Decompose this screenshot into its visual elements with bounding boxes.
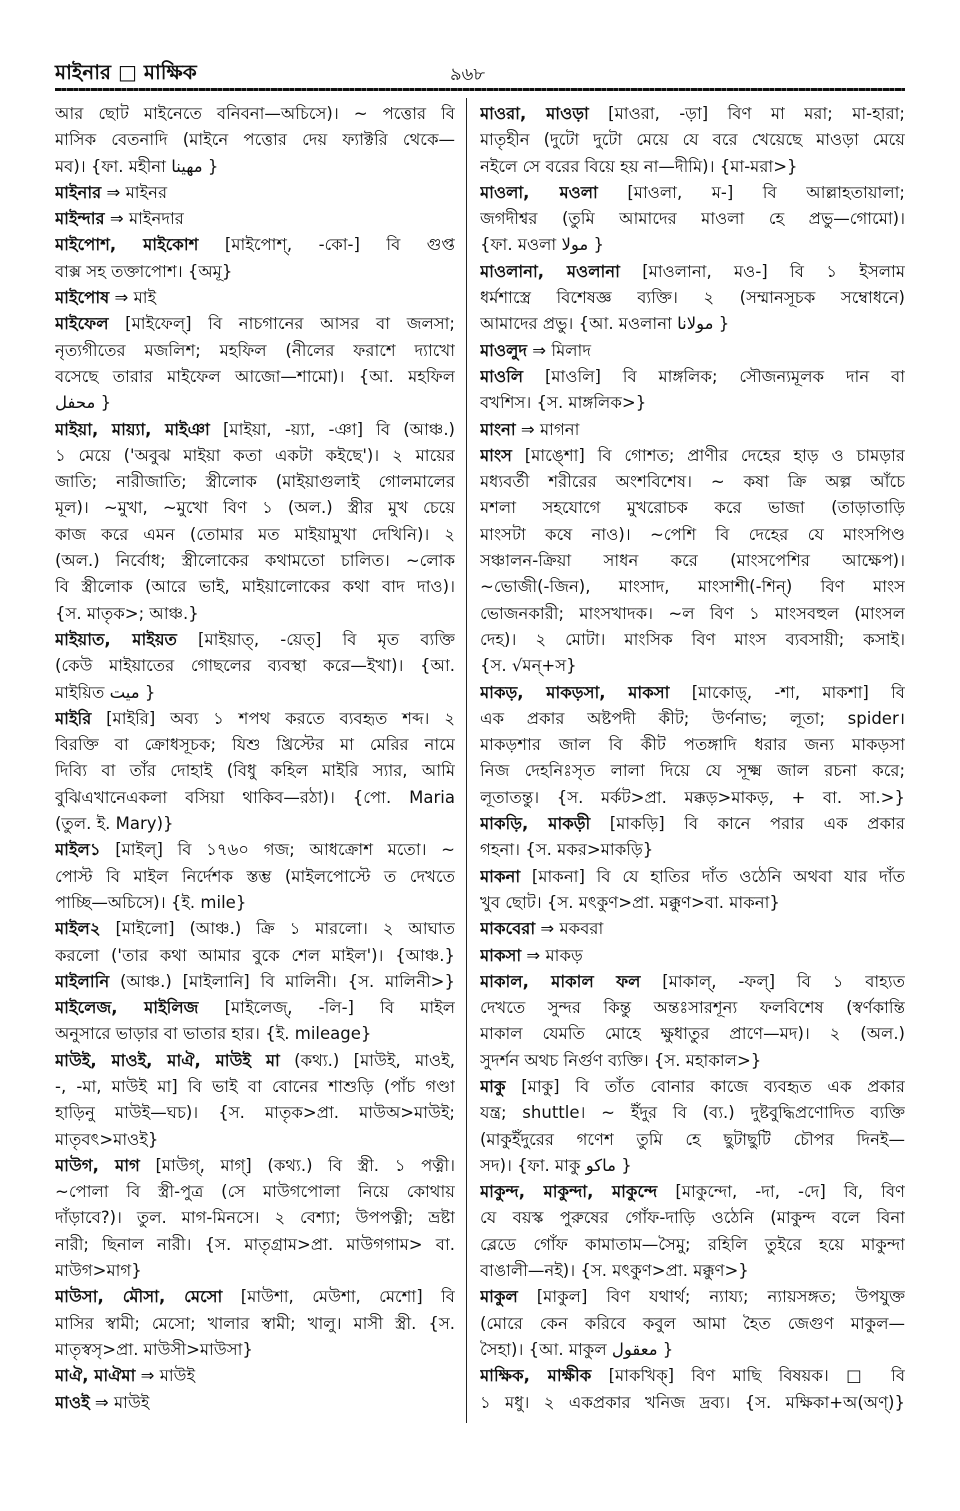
definition-text: ধর্মশাস্ত্রে বিশেষজ্ঞ ব্যক্তি। ২ (সম্মানসূচক সম্বোধনে) (480, 288, 905, 308)
headword: মাওলুদ (480, 340, 528, 360)
definition-text: (মাকুইঁদুরের গণেশ তুমি হে ছুটাছুটি চৌপর দিনই— (480, 1129, 905, 1149)
dictionary-line (55, 1127, 455, 1153)
definition-text: যন্ত্র; shuttle। ~ ইঁদুর বি (ব্য.) দুষ্টবুদ্ধিপ্রণোদিত ব্যক্তি (480, 1103, 905, 1123)
definition-text: ~ভোজী(-জিন), মাংসাদ, মাংসাশী(-শিন্) বিণ মাংস (480, 577, 905, 597)
dictionary-line (480, 890, 905, 916)
definition-text: [মাইলেজ্, -লি-] বি মাইল (198, 998, 455, 1018)
definition-text: ব্লেডে গোঁফ কামাতাম—সৈমু; রহিলি তুইরে হয়ে মাকুন্দা (480, 1234, 905, 1254)
dictionary-line (480, 1363, 905, 1389)
headword: মাইপোশ, মাইকোশ (55, 235, 199, 255)
definition-text: [মাকখিক্] বিণ মাছি বিষয়ক। □ বি (591, 1366, 905, 1386)
definition-text: [মাইলো] (আঞ্চ.) ক্রি ১ মারলো। ২ আঘাত (100, 919, 455, 939)
definition-text: মাসির স্বামী; মেসো; খালার স্বামী; খালু। মাসী স্ত্রী. {স. (55, 1313, 455, 1333)
headword: মাউসা, মৌসা, মেসো (55, 1287, 223, 1307)
dictionary-line (480, 364, 905, 390)
headword: মাওই (55, 1392, 90, 1412)
dictionary-line (55, 206, 455, 232)
definition-text: {স. মাতৃক>; আঞ্চ.} (55, 603, 199, 623)
headword: মাকু (480, 1076, 506, 1096)
headword: মাক্ষিক, মাক্ষীক (480, 1366, 592, 1386)
headword: মাংনা (480, 419, 516, 439)
definition-text: বখশিস। {স. মাঙ্গলিক>} (480, 393, 647, 413)
dictionary-line (480, 495, 905, 521)
left-column (55, 101, 455, 1416)
definition-text: (কেউ মাইয়াতের গোছলের ব্যবস্থা করে—ইখা)। {আ. (55, 656, 455, 676)
dictionary-line (480, 259, 905, 285)
dictionary-line (55, 443, 455, 469)
definition-text: মাংসটা কষে নাও)। ~পেশি বি দেহের যে মাংসপিণ্ড (480, 524, 905, 544)
definition-text: (কথ্য.) [মাউই, মাওই, (279, 1050, 455, 1070)
headword: মাউই, মাওই, মাঐ, মাউই মা (55, 1050, 280, 1070)
definition-text: নইলে সে বরের বিয়ে হয় না—দীমি)। {মা-মরা>} (480, 156, 798, 176)
dictionary-line (55, 364, 455, 390)
dictionary-line (55, 1074, 455, 1100)
definition-text: আর ছোট মাইনেতে বনিবনা—অচিসে)। ~ পত্তোর বি (55, 104, 455, 123)
dictionary-line (480, 811, 905, 837)
dictionary-line (55, 706, 455, 732)
definition-text: পাচ্ছি—অচিসে)। {ই. mile} (55, 892, 247, 912)
definition-text: [মাকুল] বিণ যথার্থ; ন্যায্য; ন্যায়সঙ্গত; উপযুক্ত (517, 1287, 905, 1307)
definition-text: ১ মেয়ে ('অবুঝ মাইয়া কতা একটা কইছে')। ২ মায়ের (55, 445, 455, 465)
headword: মাইল১ (55, 840, 101, 860)
headword: মাকসা (480, 945, 522, 965)
definition-text: (আঞ্চ.) [মাইলানি] বি মালিনী। {স. মালিনী>} (109, 971, 455, 991)
headword: মাওলি (480, 366, 524, 386)
dictionary-line (55, 232, 455, 258)
definition-text: মাউগ>মাগ} (55, 1261, 142, 1281)
dictionary-line (55, 1205, 455, 1231)
dictionary-line (480, 1311, 905, 1337)
headword: মাইয়া, মায়্যা, মাইঞা (55, 419, 210, 439)
dictionary-line (55, 127, 455, 153)
definition-text: বাঙালী—নই)। {স. মৎকুণ>প্রা. মক্কুণ>} (480, 1261, 749, 1281)
definition-text: অনুসারে ভাড়ার বা ভাতার হার। {ই. mileage} (55, 1024, 372, 1044)
definition-text: [মাওলি] বি মাঙ্গলিক; সৌজন্যমূলক দান বা (523, 366, 905, 386)
dictionary-line (55, 995, 455, 1021)
dictionary-line (55, 259, 455, 285)
definition-text: -, -মা, মাউই মা] বি ভাই বা বোনের শাশুড়ি (পাঁচ গণ্ডা (55, 1076, 455, 1096)
dictionary-line (480, 758, 905, 784)
definition-text: গহনা। {স. মকর>মাকড়ি} (480, 840, 654, 860)
definition-text: [মাঙ্শো] বি গোশত; প্রাণীর দেহের হাড় ও চামড়ার (511, 445, 905, 465)
dictionary-line (480, 943, 905, 969)
dictionary-line (55, 154, 455, 180)
dictionary-line (55, 1390, 455, 1416)
definition-text: ১ মধু। ২ একপ্রকার খনিজ দ্রব্য। {স. মক্ষিকা+অ(অণ্)} (480, 1392, 905, 1412)
dictionary-line (55, 653, 455, 679)
definition-text: জগদীশ্বর (তুমি আমাদের মাওলা হে প্রভু—গোমো)। (480, 209, 905, 229)
dictionary-line (55, 811, 455, 837)
definition-text: সঞ্চালন-ক্রিয়া সাধন করে (মাংসপেশির আক্ষেপ)। (480, 551, 905, 571)
dictionary-line (55, 943, 455, 969)
dictionary-line (55, 1153, 455, 1179)
definition-text: [মাওলানা, মও-] বি ১ ইসলাম (619, 261, 905, 281)
page-number: ৯৬৮ (450, 64, 486, 85)
definition-text: নিজ দেহনিঃসৃত লালা দিয়ে যে সূক্ষ্ম জাল রচনা করে; (480, 761, 905, 781)
headword: মাইপোষ (55, 288, 110, 308)
definition-text: হাড়িনু মাউই—ঘচ)। {স. মাতৃক>প্রা. মাউঅ>মাউই; (55, 1103, 455, 1123)
headword: মাইফেল (55, 314, 109, 334)
dictionary-line (480, 1390, 905, 1416)
definition-text: মধ্যবর্তী শরীরের অংশবিশেষ। ~ কষা ক্রি অল্প আঁচে (480, 472, 905, 492)
definition-text: ⇒ মাউই (135, 1366, 196, 1386)
dictionary-line (55, 680, 455, 706)
dictionary-line (55, 1021, 455, 1047)
definition-text: [মাকু] বি তাঁত বোনার কাজে ব্যবহৃত এক প্রকার (505, 1076, 905, 1096)
headword: মাইন্দার (55, 209, 105, 229)
definition-text: যে বয়স্ক পুরুষের গোঁফ-দাড়ি ওঠেনি (মাকুন্দ বলে বিনা (480, 1208, 905, 1228)
definition-text: করলো ('তার কথা আমার বুকে শেল মাইল')। {আঞ্চ.} (55, 945, 455, 965)
dictionary-line (55, 180, 455, 206)
definition-text: মাইয়িত ميت } (55, 682, 156, 702)
definition-text: محفل } (55, 393, 112, 413)
dictionary-line (480, 1127, 905, 1153)
headword: মাইল২ (55, 919, 101, 939)
definition-text: [মাকুন্দো, -দা, -দে] বি, বিণ (657, 1182, 905, 1202)
dictionary-line (55, 338, 455, 364)
definition-text: [মাকাল্, -ফল্] বি ১ বাহ্যত (640, 971, 905, 991)
definition-text: [মাকোড়্, -শা, মাকশা] বি (669, 682, 905, 702)
definition-text: [মাউশা, মেউশা, মেশো] বি (222, 1287, 455, 1307)
dictionary-line (55, 758, 455, 784)
definition-text: মশলা সহযোগে মুখরোচক করে ভাজা (তাড়াতাড়ি (480, 498, 905, 518)
dictionary-line (55, 785, 455, 811)
definition-text: বসেছে তারার মাইফেল আজো—শামো)। {আ. মহফিল (55, 366, 455, 386)
dictionary-line (480, 522, 905, 548)
dictionary-line (480, 1284, 905, 1310)
dictionary-line (55, 969, 455, 995)
dictionary-line (480, 1205, 905, 1231)
headword: মাকুল (480, 1287, 518, 1307)
definition-text: দেহ)। ২ মোটা। মাংসিক বিণ মাংস ব্যবসায়ী; কসাই। (480, 629, 905, 649)
dictionary-line (55, 732, 455, 758)
definition-text: দেখতে সুন্দর কিন্তু অন্তঃসারশূন্য ফলবিশেষ (স্বর্ণকান্তি (480, 998, 905, 1018)
dictionary-line (480, 1179, 905, 1205)
dictionary-line (55, 1284, 455, 1310)
headword: মাইলেজ, মাইলিজ (55, 998, 199, 1018)
definition-text: মাকাল যেমতি মোহে ক্ষুধাতুর প্রাণে—মদ)। ২ (অল.) (480, 1024, 905, 1044)
definition-text: মাকড়শার জাল বি কীট পতঙ্গাদি ধরার জন্য মাকড়সা (480, 735, 905, 755)
definition-text: এক প্রকার অষ্টপদী কীট; উর্ণনাভ; লূতা; spider। (480, 708, 905, 728)
dictionary-line (480, 101, 905, 127)
definition-text: সদ)। {ফা. মাকু ماكو } (480, 1155, 632, 1175)
dictionary-line (480, 969, 905, 995)
dictionary-line (55, 311, 455, 337)
definition-text: ~পোলা বি স্ত্রী-পুত্র (সে মাউগপোলা নিয়ে কোথায় (55, 1182, 455, 1202)
definition-text: মূল)। ~মুখা, ~মুখো বিণ ১ (অল.) স্ত্রীর মুখ চেয়ে (55, 498, 455, 518)
header-rule (55, 88, 905, 91)
dictionary-line (480, 1153, 905, 1179)
dictionary-line (55, 1311, 455, 1337)
dictionary-line (55, 469, 455, 495)
definition-text: পোস্ট বি মাইল নির্দেশক স্তম্ভ (মাইলপোস্টে ত দেখতে (55, 866, 455, 886)
definition-text: [মাকনা] বি যে হাতির দাঁত ওঠেনি অথবা যার দাঁত (520, 866, 905, 886)
definition-text: বুঝিএখানেএকলা বসিয়া থাকিব—রঠা)। {পো. Maria (55, 787, 455, 807)
dictionary-line (480, 785, 905, 811)
dictionary-line (480, 680, 905, 706)
definition-text: (মোরে কেন করিবে কবুল আমা হৈত জেগুণ মাকুল— (480, 1313, 905, 1333)
definition-text: ⇒ মিলাদ (527, 340, 592, 360)
dictionary-line (55, 601, 455, 627)
dictionary-line (480, 706, 905, 732)
dictionary-line (480, 1100, 905, 1126)
definition-text: (অল.) নির্বোধ; স্ত্রীলোকের কথামতো চালিত। ~লোক (55, 551, 455, 571)
dictionary-line (55, 890, 455, 916)
column-divider (466, 98, 467, 1423)
dictionary-line (480, 338, 905, 364)
definition-text: [মাওরা, -ড়া] বিণ মা মরা; মা-হারা; (588, 104, 905, 123)
headword: মাউগ, মাগ (55, 1155, 140, 1175)
dictionary-line (480, 574, 905, 600)
definition-text: [মাইপোশ্, -কো-] বি গুপ্ত (198, 235, 455, 255)
dictionary-line (480, 443, 905, 469)
dictionary-line (55, 1048, 455, 1074)
dictionary-line (480, 311, 905, 337)
dictionary-line (55, 390, 455, 416)
dictionary-line (480, 837, 905, 863)
definition-text: মাতৃহীন (দুটো দুটো মেয়ে যে বরে খেয়েছে মাওড়া মেয়ে (480, 130, 905, 150)
dictionary-line (55, 1179, 455, 1205)
dictionary-line (55, 417, 455, 443)
dictionary-line (480, 1258, 905, 1284)
headword: মাইনার (55, 182, 102, 202)
dictionary-line (480, 127, 905, 153)
dictionary-line (55, 864, 455, 890)
definition-text: বিরক্তি বা ক্রোধসূচক; যিশু খ্রিস্টের মা মেরির নামে (55, 735, 455, 755)
headword: মাইলানি (55, 971, 110, 991)
dictionary-line (55, 1258, 455, 1284)
dictionary-line (480, 154, 905, 180)
dictionary-line (55, 548, 455, 574)
definition-text: জাতি; নারীজাতি; স্ত্রীলোক (মাইয়াগুলাই গোলমালের (55, 472, 455, 492)
guide-words: মাইনার □ মাক্ষিক (55, 60, 197, 84)
headword: মাওলানা, মওলানা (480, 261, 620, 281)
headword: মাইয়াত, মাইয়ত (55, 629, 177, 649)
dictionary-line (480, 732, 905, 758)
definition-text: খুব ছোট। {স. মৎকুণ>প্রা. মক্কুণ>বা. মাকনা} (480, 892, 780, 912)
dictionary-line (480, 285, 905, 311)
dictionary-line (55, 1337, 455, 1363)
dictionary-line (55, 1232, 455, 1258)
headword: মাকুন্দ, মাকুন্দা, মাকুন্দে (480, 1182, 658, 1202)
definition-text: মব)। {ফা. মহীনা مهينا } (55, 156, 219, 176)
dictionary-line (480, 995, 905, 1021)
dictionary-line (480, 180, 905, 206)
definition-text: সুদর্শন অথচ নির্গুণ ব্যক্তি। {স. মহাকাল>} (480, 1050, 762, 1070)
dictionary-line (55, 101, 455, 127)
headword: মাংস (480, 445, 512, 465)
right-column (480, 101, 905, 1416)
page-header (55, 58, 905, 88)
definition-text: [মাইয়াত্, -য়েত্] বি মৃত ব্যক্তি (176, 629, 455, 649)
dictionary-line (55, 627, 455, 653)
definition-text: সৈহা)। {আ. মাকুল معقول } (480, 1339, 674, 1359)
definition-text: বি স্ত্রীলোক (আরে ভাই, মাইয়ালোকের কথা বাদ দাও)। (55, 577, 455, 597)
headword: মাওরা, মাওড়া (480, 104, 589, 123)
dictionary-line (55, 837, 455, 863)
definition-text: [মাইয়া, -য়্যা, -ঞা] বি (আঞ্চ.) (209, 419, 455, 439)
dictionary-line (480, 1048, 905, 1074)
dictionary-line (55, 1100, 455, 1126)
definition-text: (তুল. ই. Mary)} (55, 814, 174, 834)
definition-text: ভোজনকারী; মাংসখাদক। ~ল বিণ ১ মাংসবহুল (মাংসল (480, 603, 905, 623)
dictionary-line (55, 495, 455, 521)
definition-text: দিব্যি বা তাঁর দোহাই (বিধু কহিল মাইরি স্যার, আমি (55, 761, 455, 781)
dictionary-line (55, 1363, 455, 1389)
headword: মাকনা (480, 866, 521, 886)
dictionary-line (480, 390, 905, 416)
dictionary-line (480, 627, 905, 653)
dictionary-line (55, 522, 455, 548)
definition-text: ⇒ মকবরা (535, 919, 604, 939)
headword: মাওলা, মওলা (480, 182, 598, 202)
definition-text: মাতৃস্বসৃ>প্রা. মাউসী>মাউসা} (55, 1339, 253, 1359)
dictionary-line (480, 653, 905, 679)
dictionary-line (55, 574, 455, 600)
definition-text: বাক্স সহ তক্তাপোশ। {অমূ} (55, 261, 233, 281)
definition-text: [মাইল্] বি ১৭৬০ গজ; আধক্রোশ মতো। ~ (100, 840, 455, 860)
dictionary-line (480, 206, 905, 232)
dictionary-line (480, 548, 905, 574)
definition-text: [মাইফেল্] বি নাচগানের আসর বা জলসা; (108, 314, 455, 334)
definition-text: মাতৃবৎ>মাওই} (55, 1129, 159, 1149)
definition-text: নারী; ছিনাল নারী। {স. মাতৃগ্রাম>প্রা. মাউগগাম> বা. (55, 1234, 455, 1254)
definition-text: ⇒ মাইনদার (104, 209, 184, 229)
dictionary-line (55, 916, 455, 942)
definition-text: [মাওলা, ম-] বি আল্লাহতায়ালা; (597, 182, 905, 202)
dictionary-line (480, 864, 905, 890)
dictionary-line (480, 1074, 905, 1100)
definition-text: [মাকড়ি] বি কানে পরার এক প্রকার (590, 814, 905, 834)
definition-text: মাসিক বেতনাদি (মাইনে পত্তোর দেয় ফ্যাক্টরি থেকে— (55, 130, 455, 150)
definition-text: ⇒ মাই (109, 288, 157, 308)
definition-text: [মাউগ্, মাগ্] (কথ্য.) বি স্ত্রী. ১ পত্নী। (139, 1155, 455, 1175)
headword: মাকড়ি, মাকড়ী (480, 814, 591, 834)
dictionary-line (480, 1021, 905, 1047)
dictionary-line (480, 601, 905, 627)
dictionary-line (480, 469, 905, 495)
definition-text: {ফা. মওলা مولا } (480, 235, 604, 255)
definition-text: ⇒ মাউই (89, 1392, 150, 1412)
headword: মাঐ, মাঐমা (55, 1366, 136, 1386)
definition-text: {স. √মন্+স} (480, 656, 577, 676)
definition-text: আমাদের প্রভু। {আ. মওলানা مولانا } (480, 314, 730, 334)
dictionary-line (480, 916, 905, 942)
headword: মাকড়, মাকড়সা, মাকসা (480, 682, 670, 702)
dictionary-line (480, 232, 905, 258)
headword: মাইরি (55, 708, 92, 728)
definition-text: লূতাতন্তু। {স. মর্কট>প্রা. মক্কড়>মাকড়, + বা. সা.>} (480, 787, 905, 807)
dictionary-line (480, 1232, 905, 1258)
headword: মাকবেরা (480, 919, 536, 939)
definition-text: [মাইরি] অব্য ১ শপথ করতে ব্যবহৃত শব্দ। ২ (91, 708, 455, 728)
dictionary-line (480, 1337, 905, 1363)
definition-text: নৃত্যগীতের মজলিশ; মহফিল (নীলের ফরাশে দ্যাখো (55, 340, 455, 360)
definition-text: ⇒ মাইনর (101, 182, 168, 202)
definition-text: দাঁড়াবে?)। তুল. মাগ-মিনসে। ২ বেশ্যা; উপপত্নী; ভ্রষ্টা (55, 1208, 455, 1228)
headword: মাকাল, মাকাল ফল (480, 971, 641, 991)
definition-text: ⇒ মাকড় (521, 945, 583, 965)
definition-text: কাজ করে এমন (তোমার মত মাইয়ামুখা দেখিনি)। ২ (55, 524, 455, 544)
dictionary-line (55, 285, 455, 311)
definition-text: ⇒ মাগনা (515, 419, 580, 439)
dictionary-line (480, 417, 905, 443)
